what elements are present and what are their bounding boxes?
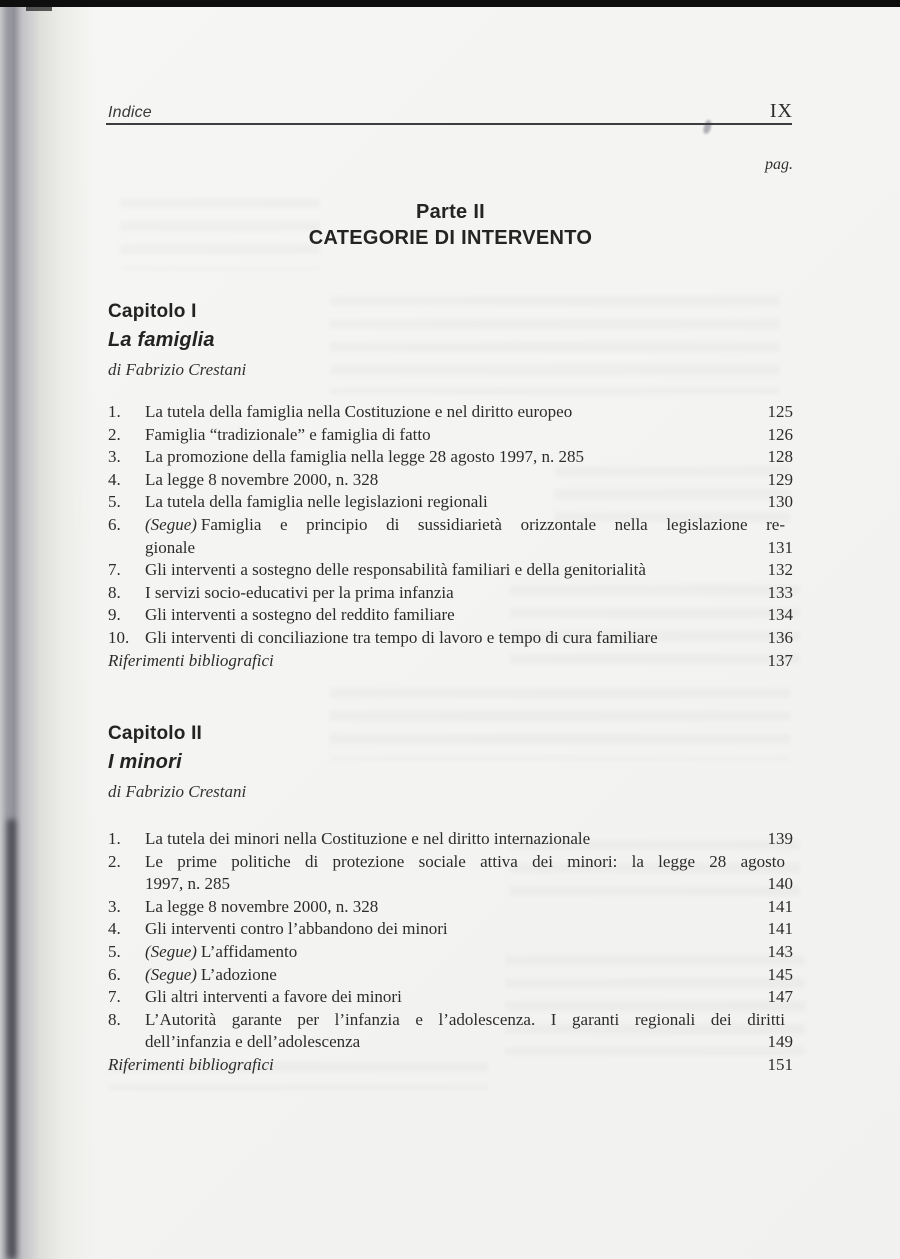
- entry-text: [145, 918, 753, 941]
- part-title: CATEGORIE DI INTERVENTO: [308, 227, 593, 249]
- entry-page-number: 145: [767, 964, 793, 984]
- toc-entry-line: [108, 986, 793, 1009]
- entry-number: 6.: [108, 514, 121, 534]
- entry-number: 8.: [108, 582, 121, 602]
- entry-text: [145, 1031, 753, 1054]
- entry-page-number: 139: [767, 829, 793, 848]
- entry-page-number: 141: [767, 919, 793, 939]
- chapter-author-prefix: di: [108, 360, 122, 379]
- toc-entry-line: [108, 401, 793, 424]
- entry-text-line: Gli interventi a sostegno delle responsabilità familiari e della genitorialità: [145, 560, 646, 580]
- entry-number: 7.: [108, 560, 121, 580]
- entry-page-number: 131: [767, 537, 793, 557]
- entry-number: 4.: [108, 919, 121, 939]
- toc-entry-line: [108, 964, 793, 987]
- entry-text: [145, 582, 753, 605]
- entry-text: [145, 559, 753, 582]
- entry-number: 6.: [108, 964, 121, 984]
- entry-text-line: 1997, n. 285: [145, 874, 230, 894]
- entry-number: 4.: [108, 469, 121, 489]
- entry-page-number: 126: [767, 424, 793, 444]
- entry-text: [145, 964, 753, 987]
- entry-number: 1.: [108, 829, 121, 848]
- toc-entry-line: [108, 446, 793, 469]
- header-rule: [106, 123, 792, 125]
- entry-number: 9.: [108, 605, 121, 625]
- bibliography-row: [108, 650, 793, 673]
- entry-text-line: gionale: [145, 537, 196, 557]
- entry-page-number: 125: [767, 402, 793, 421]
- chapter-author: [108, 359, 793, 381]
- entry-page-number: 132: [767, 560, 793, 580]
- entry-page-number: 129: [767, 469, 793, 489]
- chapter-entries: [108, 401, 793, 672]
- entry-text: [145, 627, 753, 650]
- part-heading: [108, 199, 793, 251]
- toc-entry-line: [108, 873, 793, 896]
- entry-page-number: 128: [767, 447, 793, 467]
- toc-entry-line: [108, 851, 793, 874]
- toc-entry-line: [108, 627, 793, 650]
- entry-page-number: 140: [767, 874, 793, 894]
- entry-text-line: La tutela della famiglia nella Costituzione e nel diritto europeo: [145, 402, 573, 421]
- entry-page-number: 130: [767, 492, 793, 512]
- toc-entry-line: [108, 1031, 793, 1054]
- entry-number: 5.: [108, 492, 121, 512]
- scanner-edge-strip: [0, 0, 900, 7]
- entry-text: [145, 1009, 793, 1032]
- entry-number: 8.: [108, 1009, 121, 1029]
- toc-entry-line: [108, 604, 793, 627]
- bibliography-label: Riferimenti bibliografici: [108, 650, 274, 670]
- toc-entry-line: [108, 582, 793, 605]
- chapter-title: La famiglia: [108, 329, 215, 351]
- bibliography-label: Riferimenti bibliografici: [108, 1054, 274, 1074]
- entry-text-line: Gli altri interventi a favore dei minori: [145, 987, 402, 1007]
- entry-text: [145, 828, 753, 851]
- entry-text-line: dell’infanzia e dell’adolescenza: [145, 1032, 361, 1052]
- entry-number: 10.: [108, 627, 130, 647]
- entry-number: 1.: [108, 402, 121, 421]
- entry-number: 7.: [108, 987, 121, 1007]
- entry-number: 3.: [108, 447, 121, 467]
- entry-page-number: 136: [767, 627, 793, 647]
- toc-entry-line: [108, 537, 793, 560]
- entry-text-line: Le prime politiche di protezione sociale attiva dei minori: la legge 28 agosto: [145, 851, 785, 871]
- entry-number: 3.: [108, 896, 121, 916]
- entry-text: [145, 873, 753, 896]
- entry-page-number: 133: [767, 582, 793, 602]
- entry-text: [145, 941, 753, 964]
- toc-entry-line: [108, 559, 793, 582]
- chapter-number-label: Capitolo II: [108, 723, 203, 744]
- bibliography-page-number: 151: [767, 1054, 793, 1074]
- chapter-author-prefix: di: [108, 782, 122, 801]
- entry-text: [145, 514, 793, 537]
- entry-text: [145, 896, 753, 919]
- entry-page-number: 143: [767, 941, 793, 961]
- chapter-entries: [108, 828, 793, 1077]
- chapter-author-name: Fabrizio Crestani: [125, 360, 247, 379]
- scanner-edge-step: [26, 7, 52, 11]
- page-column-label: pag.: [765, 156, 793, 173]
- toc-entry-line: [108, 918, 793, 941]
- toc-entry-line: [108, 469, 793, 492]
- part-kicker: Parte II: [415, 201, 486, 223]
- running-header: [108, 100, 793, 123]
- chapter-number-label: Capitolo I: [108, 301, 197, 322]
- chapter-title: I minori: [108, 751, 182, 773]
- entry-segue-label: (Segue): [145, 941, 197, 961]
- entry-number: 5.: [108, 941, 121, 961]
- chapter-author-name: Fabrizio Crestani: [125, 782, 247, 801]
- toc-entry-line: [108, 896, 793, 919]
- entry-text-line: I servizi socio-educativi per la prima infanzia: [145, 582, 454, 602]
- entry-text-line: Gli interventi di conciliazione tra tempo di lavoro e tempo di cura familiare: [145, 627, 658, 647]
- entry-page-number: 149: [767, 1032, 793, 1052]
- entry-segue-label: (Segue): [145, 514, 197, 534]
- entry-page-number: 141: [767, 896, 793, 916]
- entry-text-line: La legge 8 novembre 2000, n. 328: [145, 469, 379, 489]
- entry-text-line: La legge 8 novembre 2000, n. 328: [145, 896, 379, 916]
- toc-entry-line: [108, 424, 793, 447]
- entry-segue-label: (Segue): [145, 964, 197, 984]
- entry-text-line: Gli interventi contro l’abbandono dei minori: [145, 919, 448, 939]
- toc-entry-line: [108, 941, 793, 964]
- toc-entry-line: [108, 491, 793, 514]
- bibliography-row: [108, 1054, 793, 1077]
- entry-text: [145, 469, 753, 492]
- toc-entry-line: [108, 514, 793, 537]
- entry-text-line: Famiglia e principio di sussidiarietà orizzontale nella legislazione re-: [200, 514, 785, 534]
- entry-page-number: 134: [767, 605, 793, 625]
- toc-entry-line: [108, 1009, 793, 1032]
- chapter-author: [108, 781, 793, 803]
- entry-text: [145, 401, 753, 424]
- entry-number: 2.: [108, 851, 121, 871]
- entry-text-line: L’Autorità garante per l’infanzia e l’adolescenza. I garanti regionali dei diritti: [145, 1009, 785, 1029]
- entry-text-line: La tutela della famiglia nelle legislazioni regionali: [145, 492, 488, 512]
- entry-text: [145, 604, 753, 627]
- entry-page-number: 147: [767, 987, 793, 1007]
- entry-text-line: L’affidamento: [200, 941, 298, 961]
- entry-text-line: La tutela dei minori nella Costituzione e nel diritto internazionale: [145, 829, 591, 848]
- entry-text: [145, 537, 753, 560]
- entry-text-line: La promozione della famiglia nella legge 28 agosto 1997, n. 285: [145, 447, 585, 467]
- entry-text: [145, 491, 753, 514]
- entry-text: [145, 851, 793, 874]
- running-title: Indice: [108, 104, 152, 121]
- entry-text: [145, 446, 753, 469]
- bibliography-page-number: 137: [767, 650, 793, 670]
- entry-text-line: Gli interventi a sostegno del reddito familiare: [145, 605, 455, 625]
- entry-text: [145, 986, 753, 1009]
- entry-text: [145, 424, 753, 447]
- chapter-la-famiglia: [108, 300, 793, 672]
- entry-text-line: L’adozione: [200, 964, 277, 984]
- page-number-roman: IX: [769, 100, 793, 122]
- chapter-i-minori: [108, 722, 793, 1077]
- binding-shadow-dark: [7, 819, 16, 1259]
- toc-entry-line: [108, 828, 793, 851]
- entry-number: 2.: [108, 424, 121, 444]
- entry-text-line: Famiglia “tradizionale” e famiglia di fatto: [145, 424, 431, 444]
